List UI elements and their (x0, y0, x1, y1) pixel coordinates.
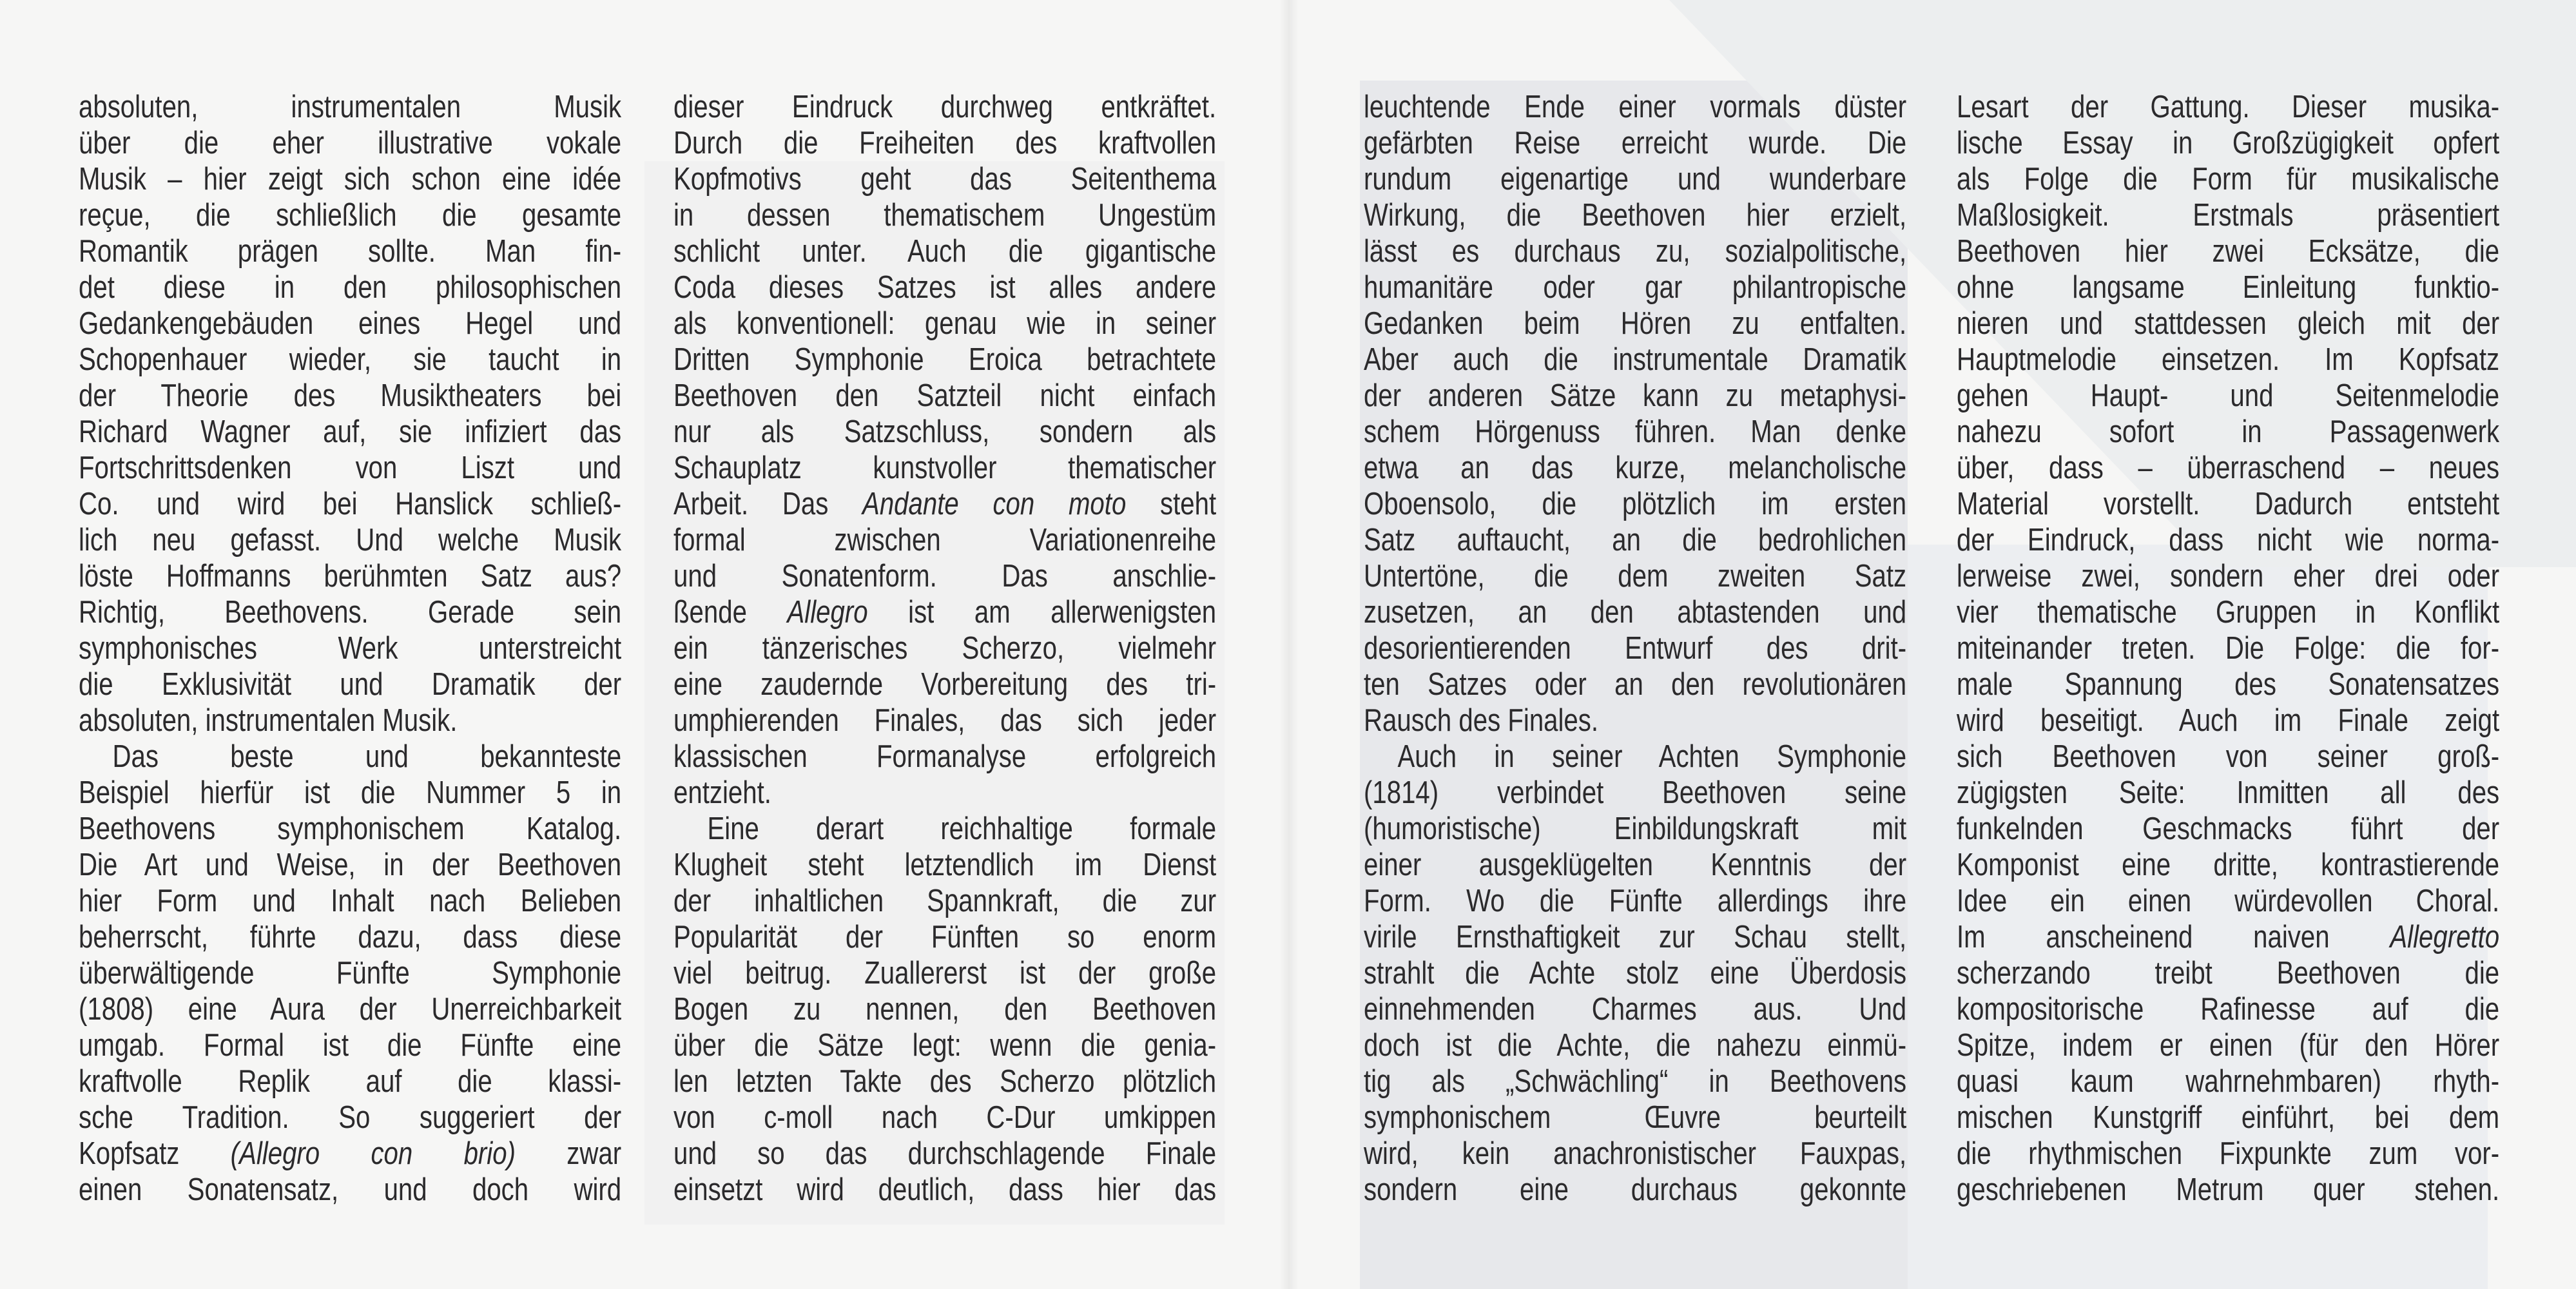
text-line: absoluten, instrumentalen Musik (79, 90, 622, 124)
text-line: Fortschrittsdenken von Liszt und (79, 451, 622, 485)
text-line (673, 594, 1216, 630)
text-line: ein tänzerisches Scherzo, vielmehr (673, 631, 1217, 666)
text-line (1957, 919, 2499, 955)
text-line: male Spannung des Sonatensatzes (1957, 667, 2500, 702)
text-segment: zwar (515, 1136, 622, 1171)
text-line: symphonisches Werk unterstreicht (79, 631, 622, 666)
text-line: desorientierenden Entwurf des drit- (1364, 631, 1907, 666)
text-column-3 (1364, 89, 1906, 1208)
text-segment: Arbeit. Das (673, 487, 863, 521)
text-line: Klugheit steht letztendlich im Dienst (673, 848, 1217, 882)
text-line: und so das durchschlagende Finale (673, 1136, 1217, 1171)
text-line: wird, kein anachronistischer Fauxpas, (1364, 1136, 1907, 1171)
text-line: Beethoven hier zwei Ecksätze, die (1957, 234, 2500, 269)
text-line: vier thematische Gruppen in Konflikt (1957, 595, 2500, 630)
text-line: len letzten Takte des Scherzo plötzlich (673, 1064, 1217, 1099)
text-line: Gedankengebäuden eines Hegel und (79, 306, 622, 341)
text-line: einen Sonatensatz, und doch wird (79, 1172, 622, 1207)
text-line: Co. und wird bei Hanslick schließ- (79, 487, 622, 521)
text-line: scherzando treibt Beethoven die (1957, 956, 2500, 991)
text-line: strahlt die Achte stolz eine Überdosis (1364, 956, 1907, 991)
text-segment: Rausch des Finales. (1364, 703, 1599, 738)
text-line: ohne langsame Einleitung funktio- (1957, 270, 2500, 305)
text-line: miteinander treten. Die Folge: die for- (1957, 631, 2500, 666)
text-line: als konventionell: genau wie in seiner (673, 306, 1217, 341)
text-line: det diese in den philosophischen (79, 270, 622, 305)
text-line: wird beseitigt. Auch im Finale zeigt (1957, 703, 2500, 738)
text-line: Schauplatz kunstvoller thematischer (673, 451, 1217, 485)
text-line: Idee ein einen würdevollen Choral. (1957, 884, 2500, 918)
text-line: als Folge die Form für musikalische (1957, 162, 2500, 197)
text-line: Wirkung, die Beethoven hier erzielt, (1364, 198, 1907, 233)
text-line: löste Hoffmanns berühmten Satz aus? (79, 559, 622, 594)
text-line: Oboensolo, die plötzlich im ersten (1364, 487, 1907, 521)
text-line: über die Sätze legt: wenn die genia- (673, 1028, 1217, 1063)
text-line: nieren und stattdessen gleich mit der (1957, 306, 2500, 341)
text-line: Bogen zu nennen, den Beethoven (673, 992, 1217, 1027)
text-line: rundum eigenartige und wunderbare (1364, 162, 1907, 197)
text-line: die rhythmischen Fixpunkte zum vor- (1957, 1136, 2500, 1171)
text-line: zusetzen, an den abtastenden und (1364, 595, 1907, 630)
text-line: Satz auftaucht, an die bedrohlichen (1364, 523, 1907, 557)
text-line: viel beitrug. Zuallererst ist der große (673, 956, 1217, 991)
text-line: der anderen Sätze kann zu metaphysi- (1364, 378, 1907, 413)
text-line: einnehmenden Charmes aus. Und (1364, 992, 1907, 1027)
italic-term: Allegretto (2390, 920, 2500, 955)
text-line (79, 739, 621, 775)
text-column-2 (673, 89, 1216, 1208)
text-line: Beethovens symphonischem Katalog. (79, 811, 622, 846)
text-line: Spitze, indem er einen (für den Hörer (1957, 1028, 2500, 1063)
text-line: (humoristische) Einbildungskraft mit (1364, 811, 1907, 846)
text-line: Kopfmotivs geht das Seitenthema (673, 162, 1217, 197)
text-line: Coda dieses Satzes ist alles andere (673, 270, 1217, 305)
text-line: überwältigende Fünfte Symphonie (79, 956, 622, 991)
text-line (673, 811, 1216, 847)
text-line: Dritten Symphonie Eroica betrachtete (673, 342, 1217, 377)
text-segment: ist am allerwenigsten (867, 595, 1217, 630)
text-line: (1808) eine Aura der Unerreichbarkeit (79, 992, 622, 1027)
text-segment: entzieht. (673, 775, 771, 810)
text-line: sich Beethoven von seiner groß- (1957, 739, 2500, 774)
text-line: einsetzt wird deutlich, dass hier das (673, 1172, 1217, 1207)
text-line: Maßlosigkeit. Erstmals präsentiert (1957, 198, 2500, 233)
text-line: Durch die Freiheiten des kraftvollen (673, 126, 1217, 160)
text-line: eine zaudernde Vorbereitung des tri- (673, 667, 1217, 702)
text-line: in dessen thematischem Ungestüm (673, 198, 1217, 233)
text-line: sche Tradition. So suggeriert der (79, 1100, 622, 1135)
text-line: lässt es durchaus zu, sozialpolitische, (1364, 234, 1907, 269)
text-line: Lesart der Gattung. Dieser musika- (1957, 90, 2500, 124)
text-line: der Eindruck, dass nicht wie norma- (1957, 523, 2500, 557)
text-line: humanitäre oder gar philantropische (1364, 270, 1907, 305)
text-line: formal zwischen Variationenreihe (673, 523, 1217, 557)
text-line: kompositorische Rafinesse auf die (1957, 992, 2500, 1027)
text-line: leuchtende Ende einer vormals düster (1364, 90, 1907, 124)
text-line: ten Satzes oder an den revolutionären (1364, 667, 1907, 702)
booklet-fold (1279, 0, 1299, 1289)
text-line: umgab. Formal ist die Fünfte eine (79, 1028, 622, 1063)
text-line: sondern eine durchaus gekonnte (1364, 1172, 1907, 1207)
text-line: lich neu gefasst. Und welche Musik (79, 523, 622, 557)
text-line (79, 1136, 621, 1172)
text-line: kraftvolle Replik auf die klassi- (79, 1064, 622, 1099)
text-line: Beethoven den Satzteil nicht einfach (673, 378, 1217, 413)
text-line: über, dass – überraschend – neues (1957, 451, 2500, 485)
text-line: und Sonatenform. Das anschlie- (673, 559, 1217, 594)
text-line: nur als Satzschluss, sondern als (673, 414, 1217, 449)
text-line: lische Essay in Großzügigkeit opfert (1957, 126, 2500, 160)
text-line: hier Form und Inhalt nach Belieben (79, 884, 622, 918)
text-line: quasi kaum wahrnehmbaren) rhyth- (1957, 1064, 2500, 1099)
text-column-4 (1957, 89, 2499, 1208)
text-line: virile Ernsthaftigkeit zur Schau stellt, (1364, 920, 1907, 955)
text-segment: absoluten, instrumentalen Musik. (79, 703, 458, 738)
text-line: Musik – hier zeigt sich schon eine idée (79, 162, 622, 197)
text-line: klassischen Formanalyse erfolgreich (673, 739, 1217, 774)
text-line: gefärbten Reise erreicht wurde. Die (1364, 126, 1907, 160)
text-line: (1814) verbindet Beethoven seine (1364, 775, 1907, 810)
text-line: Romantik prägen sollte. Man fin- (79, 234, 622, 269)
text-line: zügigsten Seite: Inmitten all des (1957, 775, 2500, 810)
text-line: Untertöne, die dem zweiten Satz (1364, 559, 1907, 594)
text-line: die Exklusivität und Dramatik der (79, 667, 622, 702)
text-line: der inhaltlichen Spannkraft, die zur (673, 884, 1217, 918)
text-line: Gedanken beim Hören zu entfalten. (1364, 306, 1907, 341)
text-line: doch ist die Achte, die nahezu einmü- (1364, 1028, 1907, 1063)
italic-term: (Allegro con brio) (230, 1136, 516, 1171)
text-segment: Eine derart reichhaltige formale (707, 811, 1217, 846)
text-line: reçue, die schließlich die gesamte (79, 198, 622, 233)
text-line: Komponist eine dritte, kontrastierende (1957, 848, 2500, 882)
text-line (673, 486, 1216, 522)
text-line: einer ausgeklügelten Kenntnis der (1364, 848, 1907, 882)
text-line: geschriebenen Metrum quer stehen. (1957, 1172, 2500, 1207)
text-line: Aber auch die instrumentale Dramatik (1364, 342, 1907, 377)
text-line: schem Hörgenuss führen. Man denke (1364, 414, 1907, 449)
text-segment: Kopfsatz (79, 1136, 231, 1171)
text-line: funkelnden Geschmacks führt der (1957, 811, 2500, 846)
text-segment: Im anscheinend naiven (1957, 920, 2390, 955)
text-column-1 (79, 89, 621, 1208)
text-line: Form. Wo die Fünfte allerdings ihre (1364, 884, 1907, 918)
italic-term: Allegro (787, 595, 868, 630)
text-segment: ßende (673, 595, 788, 630)
text-line: Richtig, Beethovens. Gerade sein (79, 595, 622, 630)
italic-term: Andante con moto (862, 487, 1127, 521)
text-line: mischen Kunstgriff einführt, bei dem (1957, 1100, 2500, 1135)
text-line: Richard Wagner auf, sie infiziert das (79, 414, 622, 449)
text-line: über die eher illustrative vokale (79, 126, 622, 160)
text-line: etwa an das kurze, melancholische (1364, 451, 1907, 485)
text-line: dieser Eindruck durchweg entkräftet. (673, 90, 1217, 124)
text-line: Die Art und Weise, in der Beethoven (79, 848, 622, 882)
text-line (673, 775, 1216, 811)
text-line: Beispiel hierfür ist die Nummer 5 in (79, 775, 622, 810)
text-line: Material vorstellt. Dadurch entsteht (1957, 487, 2500, 521)
text-line (1364, 739, 1906, 775)
text-line (1364, 703, 1906, 739)
text-line (79, 703, 621, 739)
text-segment: steht (1126, 487, 1217, 521)
text-line: Popularität der Fünften so enorm (673, 920, 1217, 955)
text-line: tig als „Schwächling“ in Beethovens (1364, 1064, 1907, 1099)
text-line: Hauptmelodie einsetzen. Im Kopfsatz (1957, 342, 2500, 377)
text-line: umphierenden Finales, das sich jeder (673, 703, 1217, 738)
text-line: schlicht unter. Auch die gigantische (673, 234, 1217, 269)
text-segment: Das beste und bekannteste (112, 739, 622, 774)
text-line: gehen Haupt- und Seitenmelodie (1957, 378, 2500, 413)
text-line: beherrscht, führte dazu, dass diese (79, 920, 622, 955)
text-line: symphonischem Œuvre beurteilt (1364, 1100, 1907, 1135)
text-line: lerweise zwei, sondern eher drei oder (1957, 559, 2500, 594)
text-line: nahezu sofort in Passagenwerk (1957, 414, 2500, 449)
text-line: der Theorie des Musiktheaters bei (79, 378, 622, 413)
text-line: von c-moll nach C-Dur umkippen (673, 1100, 1217, 1135)
text-segment: Auch in seiner Achten Symphonie (1397, 739, 1907, 774)
text-line: Schopenhauer wieder, sie taucht in (79, 342, 622, 377)
